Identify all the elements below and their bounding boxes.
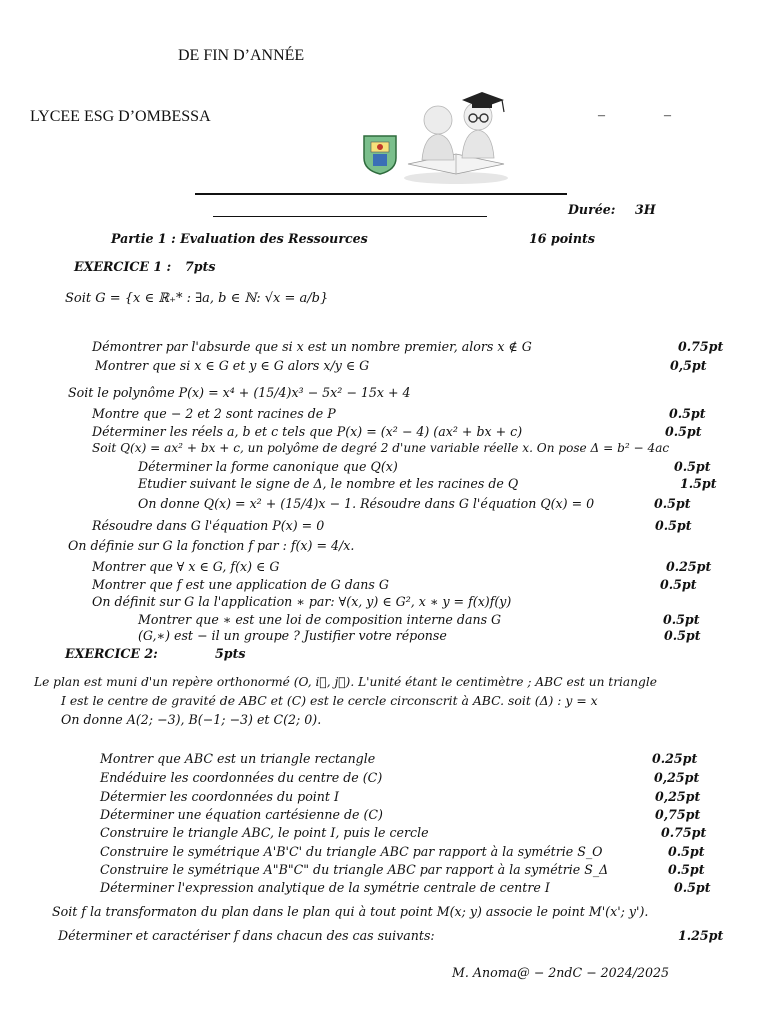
duration-value: 3H: [635, 202, 656, 217]
question-points: 1.25pt: [678, 928, 724, 943]
school-crest-logo: [362, 134, 398, 176]
question-text: Construire le symétrique A"B"C" du triangle ABC par rapport à la symétrie S_Δ: [100, 862, 609, 877]
question-points: 0.5pt: [660, 577, 697, 592]
question-text: Résoudre dans G l'équation P(x) = 0: [92, 518, 325, 533]
question-points: 0.25pt: [652, 751, 698, 766]
question-text: Soit Q(x) = ax² + bx + c, un polyôme de degré 2 d'une variable réelle x. On pose Δ = b² − 4ac: [92, 441, 670, 455]
exam-title: DE FIN D’ANNÉE: [178, 47, 305, 64]
question-points: 0.75pt: [678, 339, 724, 354]
question-text: Construire le triangle ABC, le point I, puis le cercle: [100, 825, 429, 840]
header-dash: –: [598, 108, 605, 123]
footer-author: M. Anoma@ − 2ndC − 2024/2025: [452, 965, 670, 980]
question-points: 0.5pt: [674, 459, 711, 474]
function-definition: On définie sur G la fonction f par : f(x) = 4/x.: [68, 538, 355, 553]
question-points: 0,5pt: [670, 358, 707, 373]
divider-line: [213, 216, 487, 217]
question-text: Montre que − 2 et 2 sont racines de P: [92, 406, 336, 421]
question-text: Etudier suivant le signe de Δ, le nombre et les racines de Q: [138, 476, 519, 491]
question-points: 0,75pt: [655, 807, 701, 822]
question-points: 1.5pt: [680, 476, 717, 491]
question-text: Montrer que ∀ x ∈ G, f(x) ∈ G: [92, 559, 280, 574]
question-points: 0.5pt: [668, 844, 705, 859]
exercise2-points: 5pts: [215, 646, 246, 661]
question-points: 0,25pt: [655, 789, 701, 804]
question-text: Démontrer par l'absurde que si x est un nombre premier, alors x ∉ G: [92, 339, 532, 354]
question-text: Montrer que ∗ est une loi de composition interne dans G: [138, 612, 502, 627]
question-points: 0.75pt: [661, 825, 707, 840]
question-points: 0.5pt: [668, 862, 705, 877]
question-text: Déterminer la forme canonique que Q(x): [138, 459, 398, 474]
question-points: 0.5pt: [655, 518, 692, 533]
exercise2-intro: On donne A(2; −3), B(−1; −3) et C(2; 0).: [61, 712, 322, 727]
exercise2-intro: I est le centre de gravité de ABC et (C) est le cercle circonscrit à ABC. soit (Δ) : y = x: [61, 693, 598, 708]
transformation-definition: Soit f la transformaton du plan dans le plan qui à tout point M(x; y) associe le point M'(x'; y').: [52, 904, 649, 919]
question-points: 0.5pt: [669, 406, 706, 421]
question-text: Déterminer une équation cartésienne de (C): [100, 807, 383, 822]
question-points: 0.5pt: [674, 880, 711, 895]
question-points: 0.25pt: [666, 559, 712, 574]
polynomial-definition: Soit le polynôme P(x) = x⁴ + (15/4)x³ − 5x² − 15x + 4: [68, 385, 411, 400]
question-text: Montrer que si x ∈ G et y ∈ G alors x/y ∈ G: [95, 358, 370, 373]
question-points: 0.5pt: [665, 424, 702, 439]
question-points: 0.5pt: [663, 612, 700, 627]
question-text: Montrer que f est une application de G dans G: [92, 577, 389, 592]
law-definition: On définit sur G la l'application ∗ par: ∀(x, y) ∈ G², x ∗ y = f(x)f(y): [92, 594, 512, 609]
part1-points: 16 points: [529, 231, 595, 246]
question-points: 0,25pt: [654, 770, 700, 785]
exercise1-title: EXERCICE 1 :: [74, 259, 172, 274]
question-text: Déterminer et caractériser f dans chacun des cas suivants:: [58, 928, 435, 943]
exercise2-title: EXERCICE 2:: [65, 646, 158, 661]
set-definition: Soit G = {x ∈ ℝ₊* : ∃a, b ∈ ℕ: √x = a/b}: [65, 291, 329, 306]
question-text: Détermier les coordonnées du point I: [100, 789, 339, 804]
exercise2-intro: Le plan est muni d'un repère orthonormé (O, i⃗, j⃗). L'unité étant le centimètre ; ABC est un triangle: [34, 675, 657, 689]
question-text: On donne Q(x) = x² + (15/4)x − 1. Résoudre dans G l'équation Q(x) = 0: [138, 496, 595, 511]
question-text: Construire le symétrique A'B'C' du triangle ABC par rapport à la symétrie S_O: [100, 844, 603, 859]
question-points: 0.5pt: [664, 628, 701, 643]
question-text: Déterminer l'expression analytique de la symétrie centrale de centre I: [100, 880, 550, 895]
divider-line: [195, 193, 567, 195]
question-points: 0.5pt: [654, 496, 691, 511]
question-text: Endéduire les coordonnées du centre de (C): [100, 770, 383, 785]
question-text: (G,∗) est − il un groupe ? Justifier votre réponse: [138, 628, 447, 643]
duration-label: Durée:: [568, 202, 616, 217]
students-reading-illustration: [398, 90, 513, 185]
header-dash: –: [664, 108, 671, 123]
question-text: Montrer que ABC est un triangle rectangle: [100, 751, 376, 766]
question-text: Déterminer les réels a, b et c tels que P(x) = (x² − 4) (ax² + bx + c): [92, 424, 523, 439]
exercise1-points: 7pts: [185, 259, 216, 274]
part1-title: Partie 1 : Evaluation des Ressources: [111, 231, 368, 246]
school-name: LYCEE ESG D’OMBESSA: [30, 108, 211, 125]
